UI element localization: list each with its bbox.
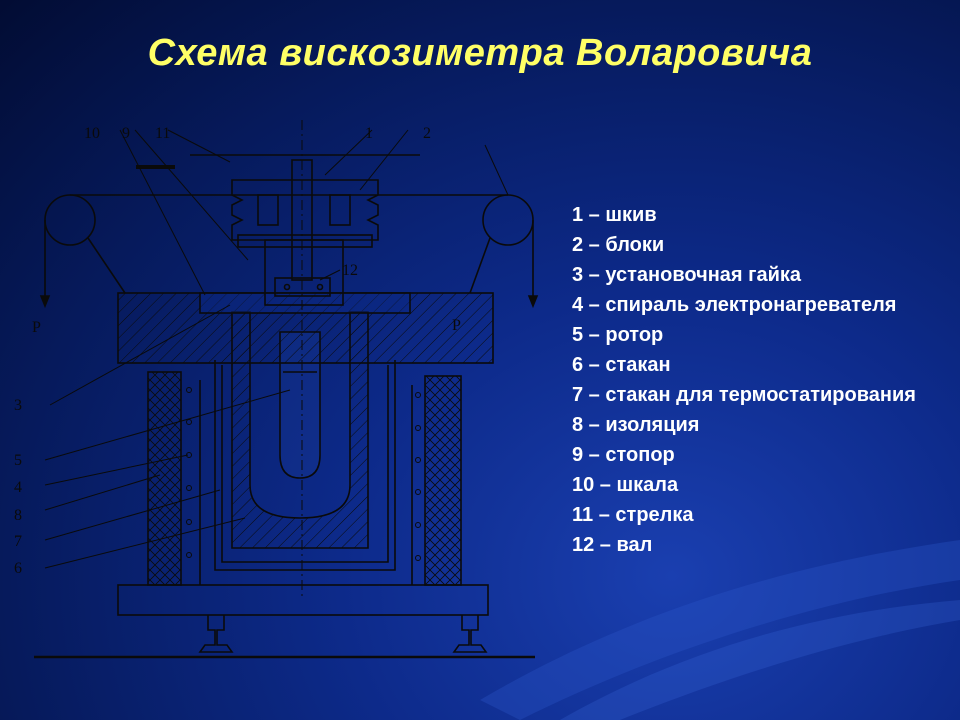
- legend-text: блоки: [605, 234, 665, 256]
- left-foot: [200, 615, 232, 652]
- legend-text: шкив: [605, 204, 657, 226]
- legend-item: 12 – вал: [572, 534, 653, 556]
- legend-num: 9: [572, 444, 584, 466]
- callout-4: 4: [14, 479, 22, 496]
- callout-3: 3: [14, 397, 22, 414]
- legend-item: 11 – стрелка: [572, 504, 694, 526]
- callout-12: 12: [342, 262, 358, 279]
- callout-2: 2: [423, 125, 431, 142]
- legend-num: 5: [572, 324, 584, 346]
- legend-num: 6: [572, 354, 584, 376]
- legend-num: 2: [572, 234, 584, 256]
- pulley: [232, 180, 378, 240]
- block-right: [483, 195, 533, 245]
- legend-item: 2 – блоки: [572, 234, 665, 256]
- legend-num: 1: [572, 204, 584, 226]
- legend-num: 3: [572, 264, 584, 286]
- legend-num: 8: [572, 414, 584, 436]
- callout-8: 8: [14, 507, 22, 524]
- legend-item: 8 – изоляция: [572, 414, 700, 436]
- force-left-label: P: [32, 319, 41, 336]
- right-foot: [454, 615, 486, 652]
- callout-10: 10: [84, 125, 100, 142]
- block-left: [45, 195, 95, 245]
- legend-item: 6 – стакан: [572, 354, 671, 376]
- legend-text: установочная гайка: [605, 264, 802, 286]
- legend-text: изоляция: [605, 414, 700, 436]
- callout-1: 1: [365, 125, 373, 142]
- legend-text: спираль электронагревателя: [605, 294, 897, 316]
- insulation-left: [148, 372, 181, 585]
- legend-list: [572, 203, 952, 563]
- callout-11: 11: [155, 125, 171, 142]
- callout-5: 5: [14, 452, 22, 469]
- legend-text: ротор: [605, 324, 664, 346]
- slide-title: Схема вискозиметра Воларовича: [147, 32, 813, 74]
- legend-item: 7 – стакан для термостатирования: [572, 384, 916, 406]
- legend-num: 12: [572, 534, 595, 556]
- legend-item: 5 – ротор: [572, 324, 664, 346]
- legend-num: 7: [572, 384, 584, 406]
- legend-item: 4 – спираль электронагревателя: [572, 294, 897, 316]
- viscometer-diagram: [0, 100, 560, 680]
- legend-num: 11: [572, 504, 594, 526]
- insulation-right: [425, 376, 461, 585]
- callout-9: 9: [122, 125, 130, 142]
- legend-item: 1 – шкив: [572, 204, 657, 226]
- legend-text: шкала: [616, 474, 679, 496]
- legend-num: 10: [572, 474, 595, 496]
- legend-num: 4: [572, 294, 584, 316]
- legend-text: стакан: [605, 354, 671, 376]
- legend-text: стопор: [605, 444, 675, 466]
- force-right-label: P: [452, 317, 461, 334]
- legend-item: 9 – стопор: [572, 444, 675, 466]
- legend-item: 10 – шкала: [572, 474, 679, 496]
- base-plate: [118, 585, 488, 615]
- callout-6: 6: [14, 560, 22, 577]
- legend-text: стрелка: [615, 504, 694, 526]
- legend-item: 3 – установочная гайка: [572, 264, 802, 286]
- callout-7: 7: [14, 533, 22, 550]
- legend-text: стакан для термостатирования: [605, 384, 916, 406]
- legend-text: вал: [616, 534, 653, 556]
